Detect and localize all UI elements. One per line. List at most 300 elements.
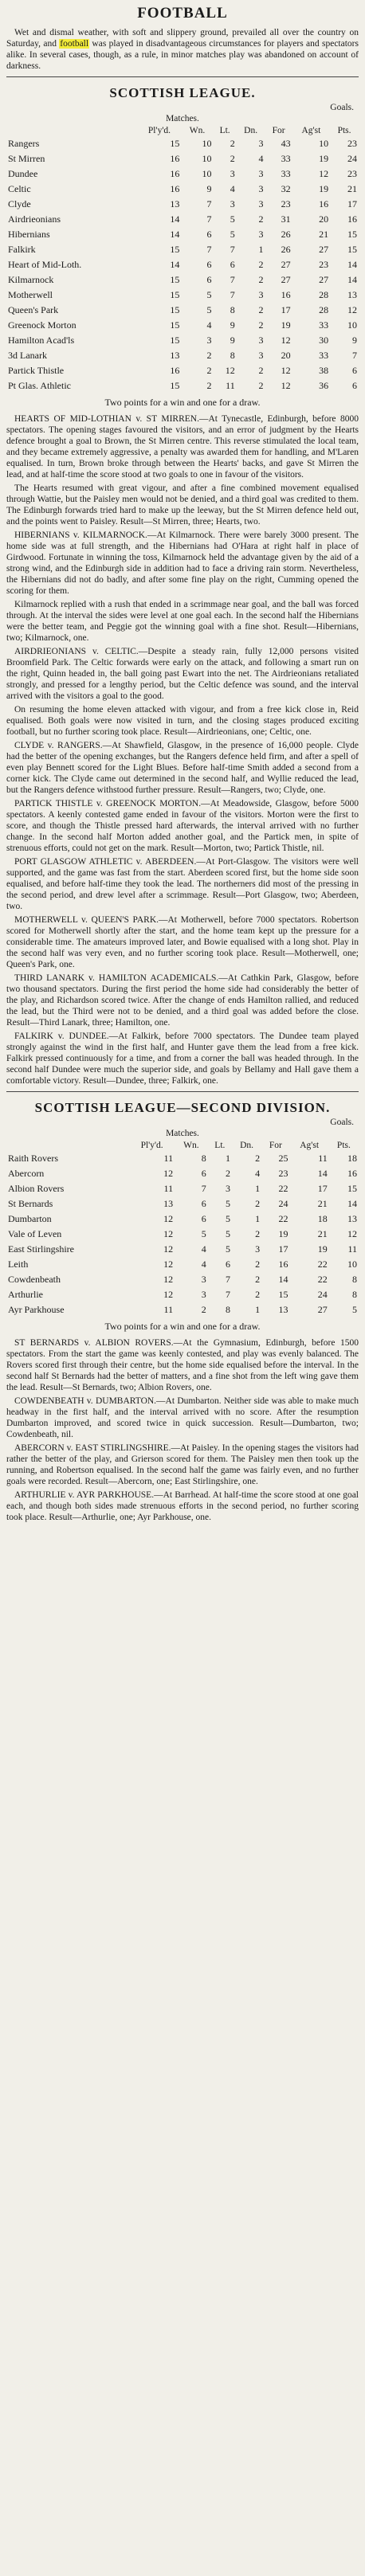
team-name: Heart of Mid-Loth. (8, 259, 82, 270)
team-name: Abercorn (8, 1168, 45, 1179)
table-row (6, 257, 359, 272)
league1-table (6, 125, 359, 393)
stat-cell: 2 (206, 350, 212, 361)
stat-cell: 12 (163, 1168, 174, 1179)
match-report: AIRDRIEONIANS v. CELTIC.—Despite a steady rain, fully 12,000 persons visited Broomfield Park. The Celtic forwards were early on the attack, and following a smart run on the right, Quinn headed in, the ball going past Ewart into the net. The Airdrieonians retaliated strongly, and pressed for a lengthy period, but the Celtic defence was sound, and the interval arrived with the visitors a goal to the good. (6, 647, 359, 701)
team-name: Raith Rovers (8, 1153, 58, 1164)
stat-cell: 15 (170, 304, 180, 315)
stat-cell: 13 (170, 198, 180, 209)
stat-cell: 21 (317, 1228, 328, 1239)
stat-cell: 8 (226, 1304, 231, 1315)
table-row (6, 333, 359, 348)
match-report: On resuming the home eleven attacked with vigour, and from a free kick close in, Reid equalised. Both goals were now visited in turn, and the closing stages produced exciting football, but no further scoring took place. Result—Airdrieonians, one; Celtic, one. (6, 705, 359, 737)
stat-cell: 19 (278, 1228, 288, 1239)
stat-cell: 2 (255, 1198, 261, 1209)
league1-body (6, 136, 359, 393)
stat-cell: 17 (278, 1243, 288, 1255)
stat-cell: 6 (206, 229, 212, 240)
stat-cell: 11 (163, 1183, 174, 1194)
stat-cell: 12 (163, 1259, 174, 1270)
stat-cell: 16 (170, 153, 180, 164)
table-row (6, 197, 359, 212)
stat-cell: 16 (347, 1168, 357, 1179)
stat-cell: 8 (352, 1274, 357, 1285)
stat-cell: 12 (347, 1228, 357, 1239)
col-drawn: Dn. (244, 126, 258, 135)
stat-cell: 1 (255, 1183, 261, 1194)
stat-cell: 30 (319, 335, 329, 346)
stat-cell: 16 (170, 365, 180, 376)
stat-cell: 3 (258, 229, 264, 240)
stat-cell: 27 (319, 274, 329, 285)
stat-cell: 22 (278, 1213, 288, 1224)
team-name: Hamilton Acad'ls (8, 335, 75, 346)
team-name: Kilmarnock (8, 274, 54, 285)
team-name: Falkirk (8, 244, 36, 255)
league1-points-note: Two points for a win and one for a draw. (104, 397, 261, 408)
stat-cell: 15 (170, 274, 180, 285)
table-row (6, 212, 359, 227)
stat-cell: 22 (278, 1183, 288, 1194)
stat-cell: 21 (347, 183, 357, 194)
table-row (6, 378, 359, 393)
stat-cell: 26 (281, 229, 291, 240)
team-name: East Stirlingshire (8, 1243, 74, 1255)
stat-cell: 12 (163, 1243, 174, 1255)
col-points: Pts. (337, 126, 351, 135)
stat-cell: 9 (352, 335, 357, 346)
stat-cell: 5 (226, 1228, 231, 1239)
stat-cell: 26 (281, 244, 291, 255)
stat-cell: 15 (170, 138, 180, 149)
stat-cell: 12 (163, 1274, 174, 1285)
league2-table (6, 1140, 359, 1317)
stat-cell: 4 (255, 1168, 261, 1179)
stat-cell: 21 (317, 1198, 328, 1209)
stat-cell: 12 (281, 335, 291, 346)
stat-cell: 2 (255, 1259, 261, 1270)
stat-cell: 27 (281, 274, 291, 285)
stat-cell: 3 (258, 183, 264, 194)
stat-cell: 14 (170, 259, 180, 270)
stat-cell: 3 (258, 168, 264, 179)
league2-reports (6, 1337, 359, 1523)
stat-cell: 12 (347, 304, 357, 315)
team-name: Celtic (8, 183, 31, 194)
stat-cell: 7 (230, 289, 235, 300)
stat-cell: 33 (319, 319, 329, 331)
stat-cell: 24 (347, 153, 357, 164)
stat-cell: 5 (352, 1304, 357, 1315)
stat-cell: 2 (255, 1289, 261, 1300)
stat-cell: 17 (317, 1183, 328, 1194)
stat-cell: 17 (281, 304, 291, 315)
stat-cell: 4 (258, 153, 264, 164)
stat-cell: 4 (201, 1259, 206, 1270)
stat-cell: 13 (170, 350, 180, 361)
team-name: Dundee (8, 168, 38, 179)
table-row (6, 1196, 359, 1212)
stat-cell: 19 (319, 153, 329, 164)
stat-cell: 4 (206, 319, 212, 331)
stat-cell: 43 (281, 138, 291, 149)
stat-cell: 2 (255, 1153, 261, 1164)
stat-cell: 15 (347, 244, 357, 255)
match-report: CLYDE v. RANGERS.—At Shawfield, Glasgow, in the presence of 16,000 people. Clyde had the better of the opening exchanges, but the Rangers defence held firm, and after a spell of even play Bennett scored for the Light Blues. Before half-time Smith added a second from a corner kick. The Clyde came out determined in the second half, and Wyllie reduced the lead, but the Rangers defence withstood further pressure. Result—Rangers, two; Clyde, one. (6, 741, 359, 795)
stat-cell: 3 (201, 1289, 206, 1300)
team-name: Vale of Leven (8, 1228, 62, 1239)
stat-cell: 14 (347, 1198, 357, 1209)
stat-cell: 2 (255, 1228, 261, 1239)
league2-goals-caption: Goals. (330, 1118, 354, 1127)
league2-header-row (6, 1140, 359, 1151)
table-row (6, 363, 359, 378)
col-played: Pl'y'd. (147, 126, 171, 135)
table-row (6, 318, 359, 333)
match-report: The Hearts resumed with great vigour, and after a fine combined movement equalised through Wattie, but the Paisley men would not be denied, and a third goal was credited to them. The Edinburgh forwards tried hard to make up the leeway, but the St Mirren defence held out, and the points went to Paisley. Result—St Mirren, three; Hearts, two. (6, 483, 359, 527)
stat-cell: 12 (163, 1228, 174, 1239)
stat-cell: 3 (258, 138, 264, 149)
stat-cell: 5 (206, 289, 212, 300)
stat-cell: 32 (281, 183, 291, 194)
stat-cell: 2 (258, 274, 264, 285)
stat-cell: 14 (170, 213, 180, 225)
stat-cell: 27 (317, 1304, 328, 1315)
stat-cell: 2 (226, 1168, 231, 1179)
stat-cell: 3 (255, 1243, 261, 1255)
stat-cell: 11 (163, 1304, 174, 1315)
intro-text-1: Wet and dismal weather, with soft and slippery ground, prevailed all over the country on Saturday, and (6, 28, 359, 49)
stat-cell: 14 (347, 259, 357, 270)
stat-cell: 12 (319, 168, 329, 179)
stat-cell: 16 (170, 183, 180, 194)
stat-cell: 9 (230, 335, 235, 346)
stat-cell: 2 (230, 138, 235, 149)
stat-cell: 15 (347, 1183, 357, 1194)
highlighted-keyword: football (60, 39, 89, 49)
table-row (6, 1151, 359, 1166)
stat-cell: 23 (278, 1168, 288, 1179)
col-against: Ag'st (300, 1141, 320, 1150)
stat-cell: 38 (319, 365, 329, 376)
col-for: For (269, 1141, 282, 1150)
table-row (6, 136, 359, 151)
stat-cell: 6 (352, 380, 357, 391)
stat-cell: 7 (206, 198, 212, 209)
stat-cell: 8 (230, 304, 235, 315)
stat-cell: 25 (278, 1153, 288, 1164)
stat-cell: 6 (352, 365, 357, 376)
stat-cell: 15 (170, 244, 180, 255)
stat-cell: 18 (347, 1153, 357, 1164)
col-drawn: Dn. (240, 1141, 254, 1150)
team-name: Rangers (8, 138, 40, 149)
stat-cell: 23 (281, 198, 291, 209)
table-row (6, 1302, 359, 1317)
team-name: Hibernians (8, 229, 50, 240)
league2-points-note: Two points for a win and one for a draw. (104, 1321, 261, 1332)
stat-cell: 11 (318, 1153, 328, 1164)
col-team (6, 1140, 129, 1151)
stat-cell: 2 (230, 153, 235, 164)
league1-matches-caption: Matches. (166, 114, 199, 123)
stat-cell: 10 (319, 138, 329, 149)
stat-cell: 3 (230, 168, 235, 179)
stat-cell: 19 (319, 183, 329, 194)
match-report: FALKIRK v. DUNDEE.—At Falkirk, before 7000 spectators. The Dundee team played strongly against the wind in the first half, and Hunter gave them the lead from a free kick. Falkirk pressed continuously for a time, and from a corner the ball was headed through. In the second half Dundee were much the superior side, and goals by Bellamy and Hall gave them a comfortable victory. Result—Dundee, three; Falkirk, one. (6, 1032, 359, 1086)
table-row (6, 303, 359, 318)
stat-cell: 11 (226, 380, 235, 391)
col-played: Pl'y'd. (140, 1141, 163, 1150)
stat-cell: 14 (317, 1168, 328, 1179)
stat-cell: 3 (258, 335, 264, 346)
stat-cell: 1 (255, 1213, 261, 1224)
divider (6, 1091, 359, 1092)
stat-cell: 5 (201, 1228, 206, 1239)
stat-cell: 12 (281, 365, 291, 376)
stat-cell: 12 (281, 380, 291, 391)
stat-cell: 27 (319, 244, 329, 255)
stat-cell: 15 (170, 335, 180, 346)
stat-cell: 3 (206, 335, 212, 346)
match-report: COWDENBEATH v. DUMBARTON.—At Dumbarton. Neither side was able to make much headway in the first half, and the interval arrived with no score. After the resumption Dumbarton improved, and scored twice in quick succession. Result—Dumbarton, two; Cowdenbeath, nil. (6, 1396, 359, 1439)
stat-cell: 2 (255, 1274, 261, 1285)
stat-cell: 16 (281, 289, 291, 300)
stat-cell: 12 (225, 365, 235, 376)
stat-cell: 10 (202, 138, 212, 149)
stat-cell: 3 (201, 1274, 206, 1285)
team-name: Arthurlie (8, 1289, 43, 1300)
stat-cell: 24 (317, 1289, 328, 1300)
match-report: ARTHURLIE v. AYR PARKHOUSE.—At Barrhead. At half-time the score stood at one goal each, and though both sides made strenuous efforts in the second period, no further scoring took place. Result—Arthurlie, one; Ayr Parkhouse, one. (6, 1490, 359, 1522)
stat-cell: 13 (347, 289, 357, 300)
stat-cell: 23 (319, 259, 329, 270)
stat-cell: 11 (163, 1153, 174, 1164)
stat-cell: 9 (206, 183, 212, 194)
team-name: St Mirren (8, 153, 45, 164)
stat-cell: 20 (319, 213, 329, 225)
stat-cell: 31 (281, 213, 291, 225)
stat-cell: 7 (226, 1289, 231, 1300)
stat-cell: 2 (258, 213, 264, 225)
team-name: Queen's Park (8, 304, 59, 315)
col-lost: Lt. (219, 126, 230, 135)
stat-cell: 8 (230, 350, 235, 361)
stat-cell: 5 (226, 1198, 231, 1209)
stat-cell: 6 (206, 274, 212, 285)
team-name: Greenock Morton (8, 319, 77, 331)
stat-cell: 6 (201, 1213, 206, 1224)
team-name: Leith (8, 1259, 29, 1270)
stat-cell: 2 (258, 365, 264, 376)
stat-cell: 15 (170, 380, 180, 391)
stat-cell: 3 (258, 289, 264, 300)
table-row (6, 1242, 359, 1257)
stat-cell: 10 (202, 153, 212, 164)
stat-cell: 13 (163, 1198, 174, 1209)
stat-cell: 28 (319, 304, 329, 315)
stat-cell: 5 (230, 213, 235, 225)
table-row (6, 288, 359, 303)
stat-cell: 2 (258, 380, 264, 391)
team-name: 3d Lanark (8, 350, 47, 361)
stat-cell: 5 (226, 1243, 231, 1255)
col-points: Pts. (336, 1141, 351, 1150)
stat-cell: 8 (201, 1153, 206, 1164)
col-won: Wn. (189, 126, 206, 135)
stat-cell: 21 (319, 229, 329, 240)
team-name: Ayr Parkhouse (8, 1304, 65, 1315)
stat-cell: 14 (170, 229, 180, 240)
stat-cell: 15 (170, 319, 180, 331)
league1-title: SCOTTISH LEAGUE. (109, 85, 256, 100)
stat-cell: 1 (258, 244, 264, 255)
stat-cell: 27 (281, 259, 291, 270)
stat-cell: 19 (281, 319, 291, 331)
stat-cell: 15 (347, 229, 357, 240)
table-row (6, 1181, 359, 1196)
stat-cell: 6 (230, 259, 235, 270)
team-name: Dumbarton (8, 1213, 52, 1224)
table-row (6, 348, 359, 363)
stat-cell: 7 (201, 1183, 206, 1194)
stat-cell: 33 (281, 168, 291, 179)
stat-cell: 22 (317, 1274, 328, 1285)
col-won: Wn. (183, 1141, 199, 1150)
table-row (6, 1227, 359, 1242)
table-row (6, 151, 359, 166)
table-row (6, 1257, 359, 1272)
league1-reports (6, 413, 359, 1086)
match-report: THIRD LANARK v. HAMILTON ACADEMICALS.—At Cathkin Park, Glasgow, before two thousand spectators. During the first period the home side had considerably the better of the play, and Richardson scored twice. After the change of ends Hamilton rallied, and reduced the lead, but the Third were not to be denied, and a third goal was added before the close. Result—Third Lanark, three; Hamilton, one. (6, 973, 359, 1028)
stat-cell: 7 (352, 350, 357, 361)
stat-cell: 9 (230, 319, 235, 331)
league1-header-row (6, 125, 359, 136)
stat-cell: 2 (206, 380, 212, 391)
stat-cell: 36 (319, 380, 329, 391)
league2-matches-caption: Matches. (166, 1129, 199, 1138)
stat-cell: 1 (255, 1304, 261, 1315)
stat-cell: 14 (278, 1274, 288, 1285)
stat-cell: 7 (206, 244, 212, 255)
team-name: St Bernards (8, 1198, 53, 1209)
stat-cell: 19 (317, 1243, 328, 1255)
team-name: Airdrieonians (8, 213, 61, 225)
stat-cell: 15 (278, 1289, 288, 1300)
stat-cell: 5 (226, 1213, 231, 1224)
stat-cell: 7 (230, 274, 235, 285)
stat-cell: 6 (201, 1198, 206, 1209)
match-report: HEARTS OF MID-LOTHIAN v. ST MIRREN.—At Tynecastle, Edinburgh, before 8000 spectators. The opening stages favoured the visitors, and an error of judgment by the Hearts defence brought a goal to Brown, the St Mirren centre. This reverse stimulated the local team, and they became extremely aggressive, a penalty was awarded them for handling, and M'Laren equalised. In turn, Brown broke through between the Hearts' backs, and gave St Mirren the lead, and at half-time the score stood at two goals to one in favour of the visitors. (6, 414, 359, 480)
stat-cell: 7 (230, 244, 235, 255)
col-team (6, 125, 138, 136)
stat-cell: 13 (347, 1213, 357, 1224)
stat-cell: 10 (347, 319, 357, 331)
team-name: Partick Thistle (8, 365, 65, 376)
league2-title: SCOTTISH LEAGUE—SECOND DIVISION. (34, 1100, 331, 1115)
stat-cell: 6 (201, 1168, 206, 1179)
stat-cell: 3 (230, 198, 235, 209)
stat-cell: 2 (258, 304, 264, 315)
match-report: HIBERNIANS v. KILMARNOCK.—At Kilmarnock. There were barely 3000 present. The home side was at full strength, and the Hibernians had O'Hara at right half in place of Girdwood. Fortunate in winning the toss, Kilmarnock held the advantage given by the aid of a strong wind, and the Edinburgh side in addition had to face a driving rain storm. Nevertheless, the Hibernians did not do badly, and after some fine play on the right, Cumming opened the scoring for them. (6, 530, 359, 596)
table-row (6, 166, 359, 182)
team-name: Clyde (8, 198, 31, 209)
stat-cell: 33 (281, 153, 291, 164)
table-row (6, 182, 359, 197)
stat-cell: 24 (278, 1198, 288, 1209)
stat-cell: 16 (278, 1259, 288, 1270)
stat-cell: 17 (347, 198, 357, 209)
stat-cell: 23 (347, 138, 357, 149)
stat-cell: 4 (230, 183, 235, 194)
stat-cell: 10 (202, 168, 212, 179)
stat-cell: 13 (278, 1304, 288, 1315)
stat-cell: 2 (206, 365, 212, 376)
team-name: Albion Rovers (8, 1183, 65, 1194)
stat-cell: 2 (258, 259, 264, 270)
match-report: ST BERNARDS v. ALBION ROVERS.—At the Gymnasium, Edinburgh, before 1500 spectators. From the start the game was keenly contested, and play was evenly balanced. The Rovers scored first through their centre, but the home side equalised before the interval. In the second half St Bernards had the better of matters, and a fine shot from the left wing gave them the lead. Result—St Bernards, two; Albion Rovers, one. (6, 1338, 359, 1392)
stat-cell: 6 (226, 1259, 231, 1270)
table-row (6, 227, 359, 242)
stat-cell: 5 (206, 304, 212, 315)
stat-cell: 15 (170, 289, 180, 300)
stat-cell: 7 (206, 213, 212, 225)
stat-cell: 3 (258, 350, 264, 361)
table-row (6, 272, 359, 288)
stat-cell: 14 (347, 274, 357, 285)
stat-cell: 4 (201, 1243, 206, 1255)
intro-paragraph (6, 27, 359, 72)
stat-cell: 5 (230, 229, 235, 240)
match-report: PORT GLASGOW ATHLETIC v. ABERDEEN.—At Port-Glasgow. The visitors were well supported, and the game was fast from the start. Aberdeen scored first, but the home side soon equalised, and before half-time they took the lead. The northerners did most of the pressing in the second period, and drew level after a scrimmage. Result—Port Glasgow, two; Aberdeen, two. (6, 857, 359, 911)
team-name: Motherwell (8, 289, 53, 300)
team-name: Cowdenbeath (8, 1274, 61, 1285)
table-row (6, 1212, 359, 1227)
stat-cell: 18 (317, 1213, 328, 1224)
stat-cell: 28 (319, 289, 329, 300)
league2-body (6, 1151, 359, 1317)
table-row (6, 1166, 359, 1181)
stat-cell: 33 (319, 350, 329, 361)
stat-cell: 2 (201, 1304, 206, 1315)
stat-cell: 20 (281, 350, 291, 361)
divider (6, 76, 359, 77)
stat-cell: 16 (319, 198, 329, 209)
table-row (6, 242, 359, 257)
stat-cell: 3 (258, 198, 264, 209)
stat-cell: 6 (206, 259, 212, 270)
stat-cell: 2 (258, 319, 264, 331)
match-report: MOTHERWELL v. QUEEN'S PARK.—At Motherwell, before 7000 spectators. Robertson scored for Motherwell shortly after the start, and the home team kept up the pressure for a considerable time. The amateurs improved later, and Bowie equalised with a long shot. Play in the second half was very even, and no further scoring took place. Result—Motherwell, one; Queen's Park, one. (6, 915, 359, 969)
page-title: FOOTBALL (137, 5, 228, 22)
stat-cell: 7 (226, 1274, 231, 1285)
stat-cell: 8 (352, 1289, 357, 1300)
stat-cell: 12 (163, 1213, 174, 1224)
stat-cell: 12 (163, 1289, 174, 1300)
stat-cell: 16 (170, 168, 180, 179)
table-row (6, 1287, 359, 1302)
col-against: Ag'st (301, 126, 321, 135)
table-row (6, 1272, 359, 1287)
col-lost: Lt. (214, 1141, 226, 1150)
stat-cell: 3 (226, 1183, 231, 1194)
intro-text-2: was played in disadvantageous circumstances for players and spectators alike. In several cases, though, as a rule, in minor matches play was abandoned on account of darkness. (6, 39, 359, 71)
match-report: PARTICK THISTLE v. GREENOCK MORTON.—At Meadowside, Glasgow, before 5000 spectators. A keenly contested game ended in favour of the visitors. Morton were the first to score, and though the Thistle pressed hard afterwards, the interval arrived with no further change. In the second half Morton added another goal, and the Partick men, in spite of strenuous efforts, could not get on the mark. Result—Morton, two; Partick Thistle, nil. (6, 799, 359, 853)
league1-goals-caption: Goals. (330, 103, 354, 112)
stat-cell: 1 (226, 1153, 231, 1164)
stat-cell: 11 (347, 1243, 357, 1255)
team-name: Pt Glas. Athletic (8, 380, 71, 391)
